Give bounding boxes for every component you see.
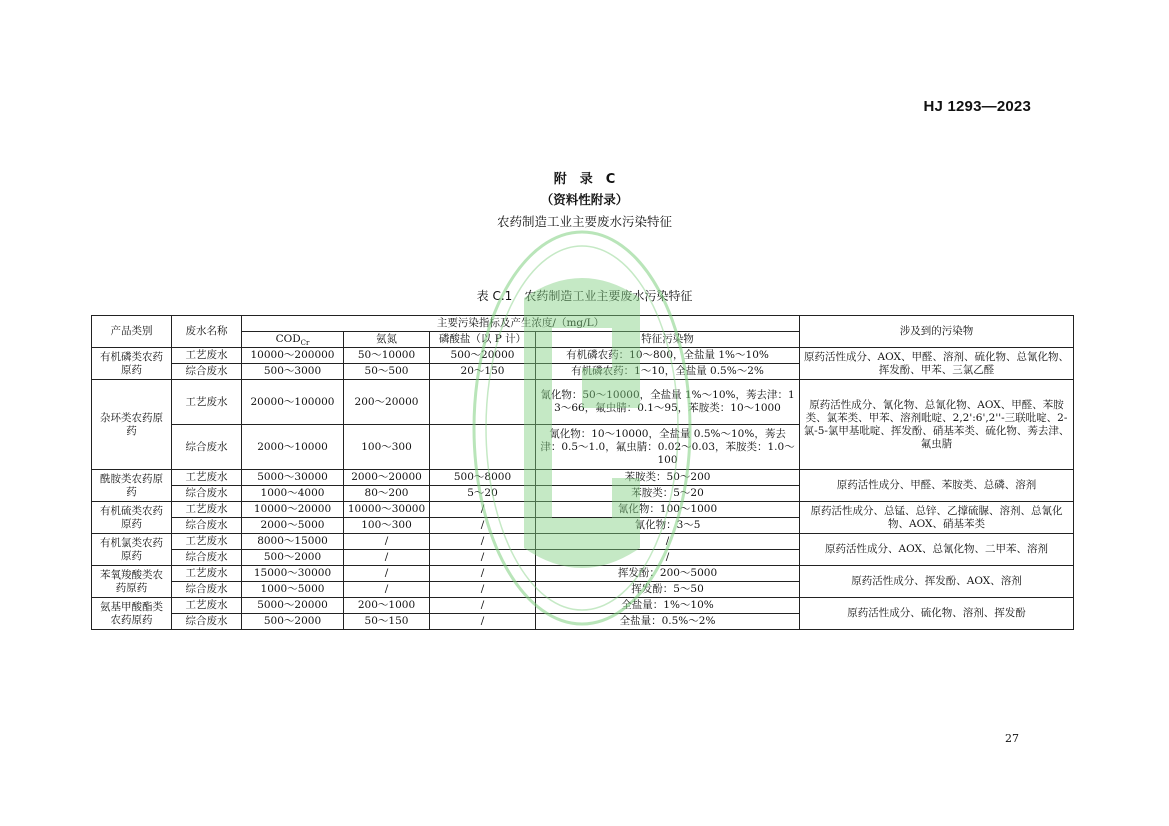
wastewater-name-cell: 综合废水 <box>172 582 242 598</box>
phosphate-cell: / <box>430 550 536 566</box>
wastewater-name-cell: 综合废水 <box>172 518 242 534</box>
product-category-cell: 酰胺类农药原药 <box>92 470 172 502</box>
col-phosphate-header: 磷酸盐（以 P 计） <box>430 332 536 348</box>
characteristic-pollutant-cell: 全盐量：0.5%～2% <box>536 614 800 630</box>
cod-cell: 5000～30000 <box>242 470 344 486</box>
phosphate-cell: 20～150 <box>430 364 536 380</box>
col-category-header: 产品类别 <box>92 316 172 348</box>
col-cod-header <box>242 332 344 348</box>
product-category-cell: 有机磷类农药原药 <box>92 348 172 380</box>
ammonia-cell: 200～1000 <box>344 598 430 614</box>
table-row <box>92 566 1074 582</box>
phosphate-cell: / <box>430 614 536 630</box>
involved-pollutants-cell: 原药活性成分、挥发酚、AOX、溶剂 <box>800 566 1074 598</box>
appendix-subject: 农药制造工业主要废水污染特征 <box>496 214 672 229</box>
characteristic-pollutant-cell: 挥发酚：5～50 <box>536 582 800 598</box>
phosphate-cell: 5～20 <box>430 486 536 502</box>
characteristic-pollutant-cell: 有机磷农药：1～10，全盐量 0.5%～2% <box>536 364 800 380</box>
cod-cell: 500～2000 <box>242 614 344 630</box>
ammonia-cell: 50～150 <box>344 614 430 630</box>
table-row <box>92 470 1074 486</box>
characteristic-pollutant-cell: 氰化物：3～5 <box>536 518 800 534</box>
ammonia-cell: 2000～20000 <box>344 470 430 486</box>
phosphate-cell: 500～8000 <box>430 470 536 486</box>
ammonia-cell: / <box>344 582 430 598</box>
characteristic-pollutant-cell: 苯胺类：5～20 <box>536 486 800 502</box>
product-category-cell: 杂环类农药原药 <box>92 380 172 470</box>
cod-cell: 2000～5000 <box>242 518 344 534</box>
cod-cell: 5000～20000 <box>242 598 344 614</box>
col-pollutants-header: 涉及到的污染物 <box>800 316 1074 348</box>
col-characteristic-header: 特征污染物 <box>536 332 800 348</box>
characteristic-pollutant-cell: 全盐量：1%～10% <box>536 598 800 614</box>
ammonia-cell: / <box>344 534 430 550</box>
table-header-row <box>92 316 1074 332</box>
involved-pollutants-cell: 原药活性成分、甲醛、苯胺类、总磷、溶剂 <box>800 470 1074 502</box>
cod-subscript: Cr <box>300 339 310 348</box>
characteristic-pollutant-cell: 挥发酚：200～5000 <box>536 566 800 582</box>
characteristic-pollutant-cell: / <box>536 550 800 566</box>
cod-cell: 500～3000 <box>242 364 344 380</box>
wastewater-name-cell: 工艺废水 <box>172 502 242 518</box>
wastewater-name-cell: 综合废水 <box>172 486 242 502</box>
wastewater-name-cell: 工艺废水 <box>172 348 242 364</box>
wastewater-name-cell: 综合废水 <box>172 550 242 566</box>
involved-pollutants-cell: 原药活性成分、总锰、总锌、乙撑硫脲、溶剂、总氰化物、AOX、硝基苯类 <box>800 502 1074 534</box>
involved-pollutants-cell: 原药活性成分、AOX、总氰化物、二甲苯、溶剂 <box>800 534 1074 566</box>
involved-pollutants-cell: 原药活性成分、氰化物、总氰化物、AOX、甲醛、苯胺类、氯苯类、甲苯、溶剂吡啶、2,2':6',2''-三联吡啶、2-氯-5-氯甲基吡啶、挥发酚、硝基苯类、硫化物、莠去津、氟虫腈 <box>800 380 1074 470</box>
table-row <box>92 348 1074 364</box>
wastewater-name-cell: 工艺废水 <box>172 380 242 425</box>
characteristic-pollutant-cell: 氰化物：100～1000 <box>536 502 800 518</box>
table-row <box>92 598 1074 614</box>
wastewater-name-cell: 工艺废水 <box>172 470 242 486</box>
cod-cell: 2000～10000 <box>242 425 344 470</box>
product-category-cell: 有机硫类农药原药 <box>92 502 172 534</box>
cod-cell: 20000～100000 <box>242 380 344 425</box>
ammonia-cell: 10000～30000 <box>344 502 430 518</box>
ammonia-cell: 80～200 <box>344 486 430 502</box>
cod-cell: 10000～20000 <box>242 502 344 518</box>
phosphate-cell: / <box>430 518 536 534</box>
cod-cell: 8000～15000 <box>242 534 344 550</box>
table-row <box>92 534 1074 550</box>
appendix-heading: 附 录 C <box>553 172 616 187</box>
ammonia-cell: / <box>344 550 430 566</box>
col-group-header: 主要污染指标及产生浓度/（mg/L） <box>242 316 800 332</box>
phosphate-cell: / <box>430 566 536 582</box>
ammonia-cell: 100～300 <box>344 518 430 534</box>
characteristic-pollutant-cell: 氰化物：50～10000，全盐量 1%～10%，莠去津：13～66，氟虫腈：0.1～95，苯胺类：10～1000 <box>536 380 800 425</box>
cod-cell: 15000～30000 <box>242 566 344 582</box>
page-number: 27 <box>1005 732 1019 745</box>
table-row <box>92 502 1074 518</box>
ammonia-cell: 100～300 <box>344 425 430 470</box>
characteristic-pollutant-cell: 苯胺类：50～200 <box>536 470 800 486</box>
phosphate-cell: / <box>430 502 536 518</box>
col-wastewater-header: 废水名称 <box>172 316 242 348</box>
pollution-table <box>91 315 1074 630</box>
cod-cell: 10000～200000 <box>242 348 344 364</box>
table-caption: 表 C.1 农药制造工业主要废水污染特征 <box>476 289 693 303</box>
involved-pollutants-cell: 原药活性成分、硫化物、溶剂、挥发酚 <box>800 598 1074 630</box>
phosphate-cell: 500～20000 <box>430 348 536 364</box>
table-row <box>92 380 1074 425</box>
phosphate-cell: / <box>430 598 536 614</box>
cod-cell: 1000～4000 <box>242 486 344 502</box>
characteristic-pollutant-cell: / <box>536 534 800 550</box>
cod-label: COD <box>275 333 301 345</box>
ammonia-cell: / <box>344 566 430 582</box>
cod-cell: 1000～5000 <box>242 582 344 598</box>
product-category-cell: 苯氧羧酸类农药原药 <box>92 566 172 598</box>
col-ammonia-header: 氨氮 <box>344 332 430 348</box>
appendix-type: （资料性附录） <box>540 192 629 207</box>
characteristic-pollutant-cell: 氰化物：10～10000，全盐量 0.5%～10%，莠去津：0.5～1.0，氟虫腈：0.02～0.03，苯胺类：1.0～100 <box>536 425 800 470</box>
wastewater-name-cell: 综合废水 <box>172 614 242 630</box>
standard-number: HJ 1293—2023 <box>923 98 1031 115</box>
ammonia-cell: 50～500 <box>344 364 430 380</box>
product-category-cell: 有机氯类农药原药 <box>92 534 172 566</box>
phosphate-cell: / <box>430 534 536 550</box>
product-category-cell: 氨基甲酸酯类农药原药 <box>92 598 172 630</box>
phosphate-cell <box>430 425 536 470</box>
wastewater-name-cell: 工艺废水 <box>172 566 242 582</box>
cod-cell: 500～2000 <box>242 550 344 566</box>
phosphate-cell: / <box>430 582 536 598</box>
characteristic-pollutant-cell: 有机磷农药：10～800，全盐量 1%～10% <box>536 348 800 364</box>
ammonia-cell: 200～20000 <box>344 380 430 425</box>
wastewater-name-cell: 工艺废水 <box>172 534 242 550</box>
phosphate-cell <box>430 380 536 425</box>
wastewater-name-cell: 工艺废水 <box>172 598 242 614</box>
ammonia-cell: 50～10000 <box>344 348 430 364</box>
involved-pollutants-cell: 原药活性成分、AOX、甲醛、溶剂、硫化物、总氰化物、挥发酚、甲苯、三氯乙醛 <box>800 348 1074 380</box>
wastewater-name-cell: 综合废水 <box>172 425 242 470</box>
wastewater-name-cell: 综合废水 <box>172 364 242 380</box>
